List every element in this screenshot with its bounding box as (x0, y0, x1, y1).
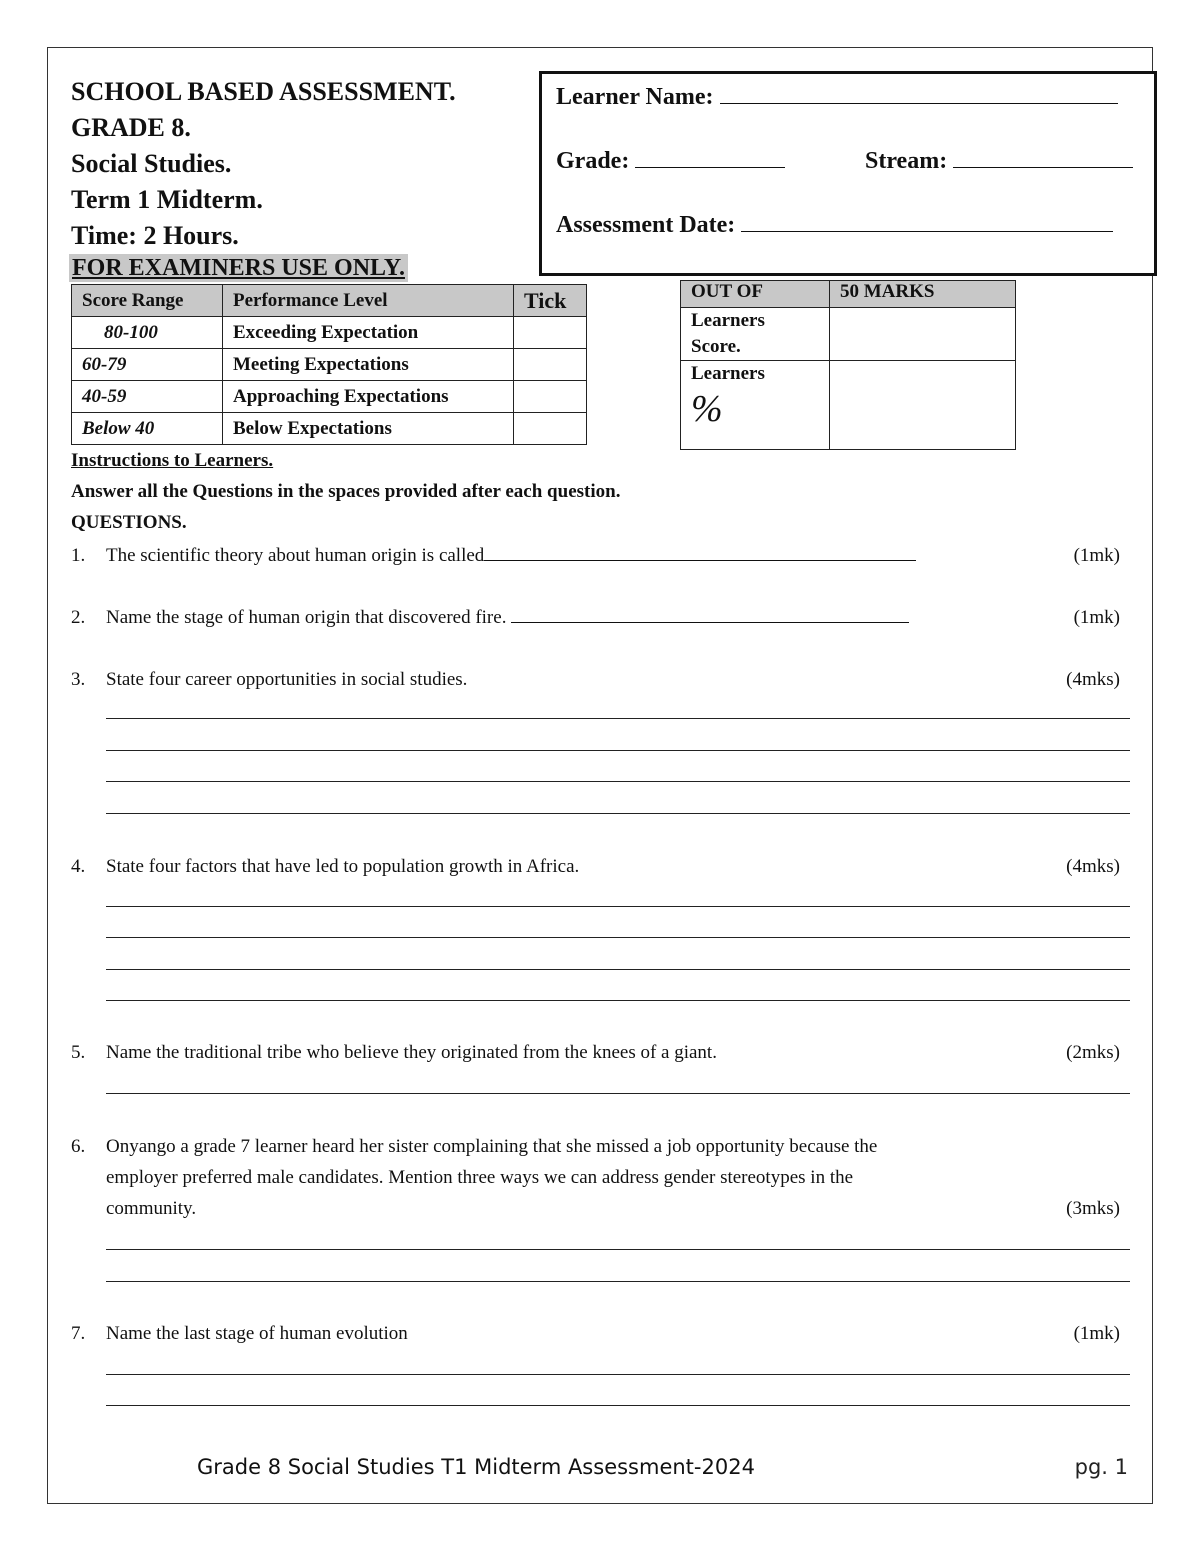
table-row (681, 361, 1016, 450)
question-marks: (1mk) (1073, 545, 1120, 566)
assessment-date-field[interactable] (741, 230, 1113, 232)
score-range-cell: 40-59 (72, 381, 223, 413)
tick-cell[interactable] (514, 381, 587, 413)
question-text (106, 602, 909, 633)
question-text: Name the last stage of human evolution (106, 1323, 408, 1344)
tick-cell[interactable] (514, 317, 587, 349)
answer-line[interactable] (106, 1000, 1130, 1001)
learners-score-label (681, 308, 830, 361)
question-text: Onyango a grade 7 learner heard her sister complaining that she missed a job opportunity because the (106, 1136, 878, 1157)
score-range-cell: Below 40 (72, 413, 223, 445)
question-text (106, 540, 916, 571)
question-marks: (4mks) (1066, 856, 1120, 877)
learners-percent-cell[interactable] (830, 361, 1016, 450)
answer-line[interactable] (106, 718, 1130, 719)
performance-level-cell: Below Expectations (223, 413, 514, 445)
questions-heading: QUESTIONS. (71, 512, 187, 533)
learners-percent-label (681, 361, 830, 450)
tick-cell[interactable] (514, 349, 587, 381)
question-text: Name the traditional tribe who believe they originated from the knees of a giant. (106, 1042, 717, 1063)
answer-line[interactable] (106, 937, 1130, 938)
answer-line[interactable] (106, 813, 1130, 814)
score-range-header: Score Range (72, 285, 223, 317)
answer-line[interactable] (106, 781, 1130, 782)
answer-line[interactable] (106, 1281, 1130, 1282)
table-row (681, 308, 1016, 361)
term-heading: Term 1 Midterm. (71, 185, 263, 214)
question-marks: (1mk) (1073, 1323, 1120, 1344)
time-heading: Time: 2 Hours. (71, 221, 239, 250)
examiners-use-label: FOR EXAMINERS USE ONLY. (69, 254, 408, 282)
learner-name-row (556, 84, 1118, 111)
answer-line[interactable] (106, 969, 1130, 970)
percent-symbol: % (691, 388, 723, 430)
learners-score-label-line2: Score. (691, 336, 741, 357)
grade-field[interactable] (635, 166, 785, 168)
stream-label: Stream: (865, 148, 948, 174)
assessment-date-label: Assessment Date: (556, 212, 736, 238)
learners-score-label-line1: Learners (691, 310, 765, 331)
subject-heading: Social Studies. (71, 149, 232, 178)
table-row (72, 349, 587, 381)
learner-name-field[interactable] (720, 102, 1118, 104)
question-2-text: Name the stage of human origin that discovered fire. (106, 607, 507, 628)
question-marks: (3mks) (1066, 1198, 1120, 1219)
page-number: pg. 1 (1074, 1455, 1128, 1479)
footer-title: Grade 8 Social Studies T1 Midterm Assessment-2024 (197, 1455, 755, 1479)
performance-level-header: Performance Level (223, 285, 514, 317)
grade-row (556, 148, 785, 175)
out-of-value: 50 MARKS (830, 281, 1016, 308)
tick-cell[interactable] (514, 413, 587, 445)
question-number: 5. (71, 1042, 86, 1063)
answer-line[interactable] (106, 1374, 1130, 1375)
performance-level-cell: Exceeding Expectation (223, 317, 514, 349)
instructions-text: Answer all the Questions in the spaces provided after each question. (71, 481, 621, 502)
question-6-line2: employer preferred male candidates. Mention three ways we can address gender stereotypes in the (106, 1167, 854, 1188)
table-row (72, 317, 587, 349)
grade-label: Grade: (556, 148, 630, 174)
tick-header: Tick (514, 285, 587, 317)
question-text: State four factors that have led to population growth in Africa. (106, 856, 580, 877)
table-row (72, 413, 587, 445)
learners-percent-label-line1: Learners (691, 363, 765, 384)
learner-info-box (539, 71, 1157, 276)
score-range-cell: 80-100 (72, 317, 223, 349)
answer-line[interactable] (106, 750, 1130, 751)
question-text: community. (106, 1198, 197, 1219)
answer-line[interactable] (106, 1249, 1130, 1250)
stream-row (865, 148, 1133, 175)
assessment-date-row (556, 212, 1113, 239)
answer-line[interactable] (106, 906, 1130, 907)
performance-level-cell: Meeting Expectations (223, 349, 514, 381)
question-marks: (1mk) (1073, 607, 1120, 628)
question-number: 4. (71, 856, 86, 877)
question-number: 2. (71, 607, 86, 628)
marks-table (680, 280, 1016, 450)
question-marks: (2mks) (1066, 1042, 1120, 1063)
table-header-row (681, 281, 1016, 308)
stream-field[interactable] (953, 166, 1133, 168)
question-number: 7. (71, 1323, 86, 1344)
question-text: State four career opportunities in social studies. (106, 669, 468, 690)
instructions-title: Instructions to Learners. (71, 450, 274, 471)
question-marks: (4mks) (1066, 669, 1120, 690)
question-1-text: The scientific theory about human origin is called (106, 545, 485, 566)
answer-line[interactable] (106, 1093, 1130, 1094)
table-header-row (72, 285, 587, 317)
question-number: 6. (71, 1136, 86, 1157)
assessment-title: SCHOOL BASED ASSESSMENT. (71, 77, 456, 106)
learner-name-label: Learner Name: (556, 84, 714, 110)
performance-table (71, 284, 587, 445)
question-number: 1. (71, 545, 86, 566)
answer-line[interactable] (484, 559, 916, 561)
out-of-label: OUT OF (681, 281, 830, 308)
grade-heading: GRADE 8. (71, 113, 191, 142)
answer-line[interactable] (511, 621, 909, 623)
table-row (72, 381, 587, 413)
learners-score-cell[interactable] (830, 308, 1016, 361)
score-range-cell: 60-79 (72, 349, 223, 381)
answer-line[interactable] (106, 1405, 1130, 1406)
question-number: 3. (71, 669, 86, 690)
performance-level-cell: Approaching Expectations (223, 381, 514, 413)
